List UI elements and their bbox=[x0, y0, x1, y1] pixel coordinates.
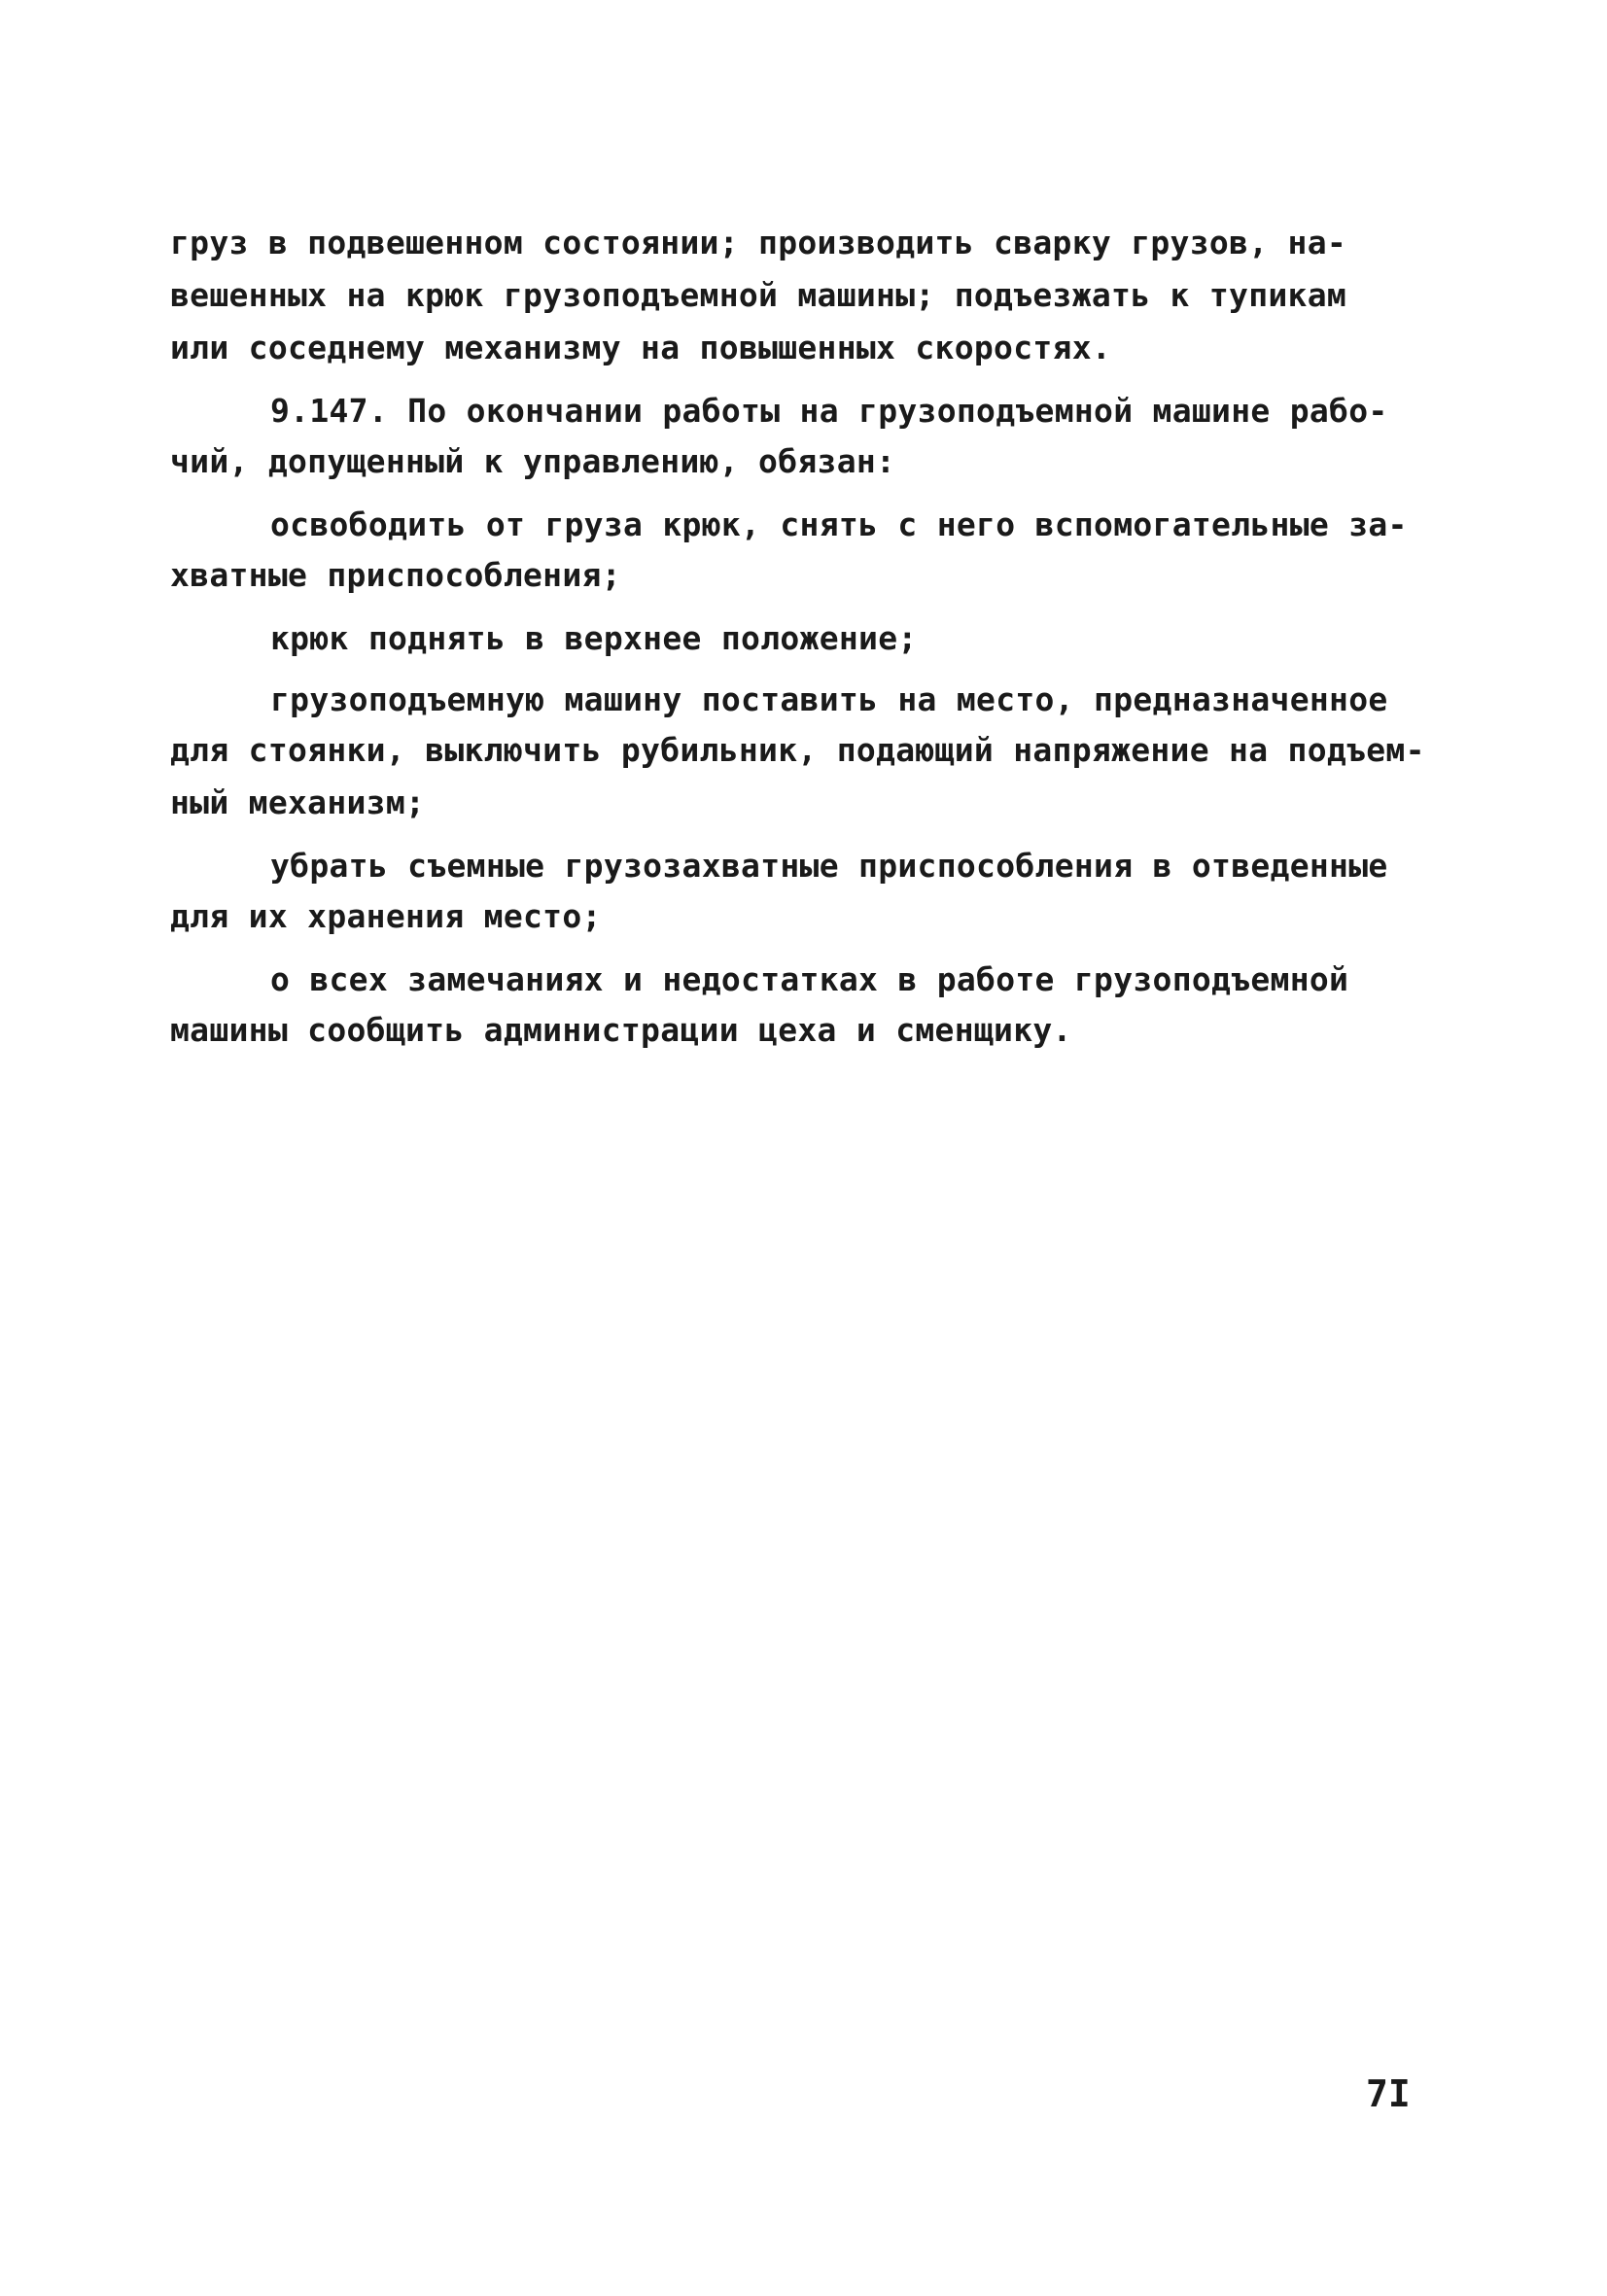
text-line: о всех замечаниях и недостатках в работе грузоподъемной bbox=[270, 960, 1349, 998]
text-line: хватные приспособления; bbox=[170, 556, 621, 594]
text-line: ный механизм; bbox=[170, 783, 426, 821]
text-line: грузоподъемную машину поставить на место, предназначенное bbox=[270, 680, 1388, 718]
text-line: чий, допущенный к управлению, обязан: bbox=[170, 442, 896, 480]
text-line: 9.147. По окончании работы на грузоподъемной машине рабо- bbox=[270, 392, 1388, 430]
text-line: машины сообщить администрации цеха и сменщику. bbox=[170, 1011, 1072, 1049]
text-line: для их хранения место; bbox=[170, 897, 602, 935]
text-line: крюк поднять в верхнее положение; bbox=[270, 619, 918, 657]
text-line: для стоянки, выключить рубильник, подающий напряжение на подъем- bbox=[170, 731, 1425, 769]
text-line: убрать съемные грузозахватные приспособления в отведенные bbox=[270, 847, 1388, 885]
text-line: освободить от груза крюк, снять с него вспомогательные за- bbox=[270, 505, 1408, 543]
text-line: груз в подвешенном состоянии; производить сварку грузов, на- bbox=[170, 224, 1347, 261]
page-number: 7I bbox=[1366, 2072, 1411, 2115]
text-line: или соседнему механизму на повышенных скоростях. bbox=[170, 329, 1112, 366]
text-line: вешенных на крюк грузоподъемной машины; подъезжать к тупикам bbox=[170, 276, 1347, 314]
